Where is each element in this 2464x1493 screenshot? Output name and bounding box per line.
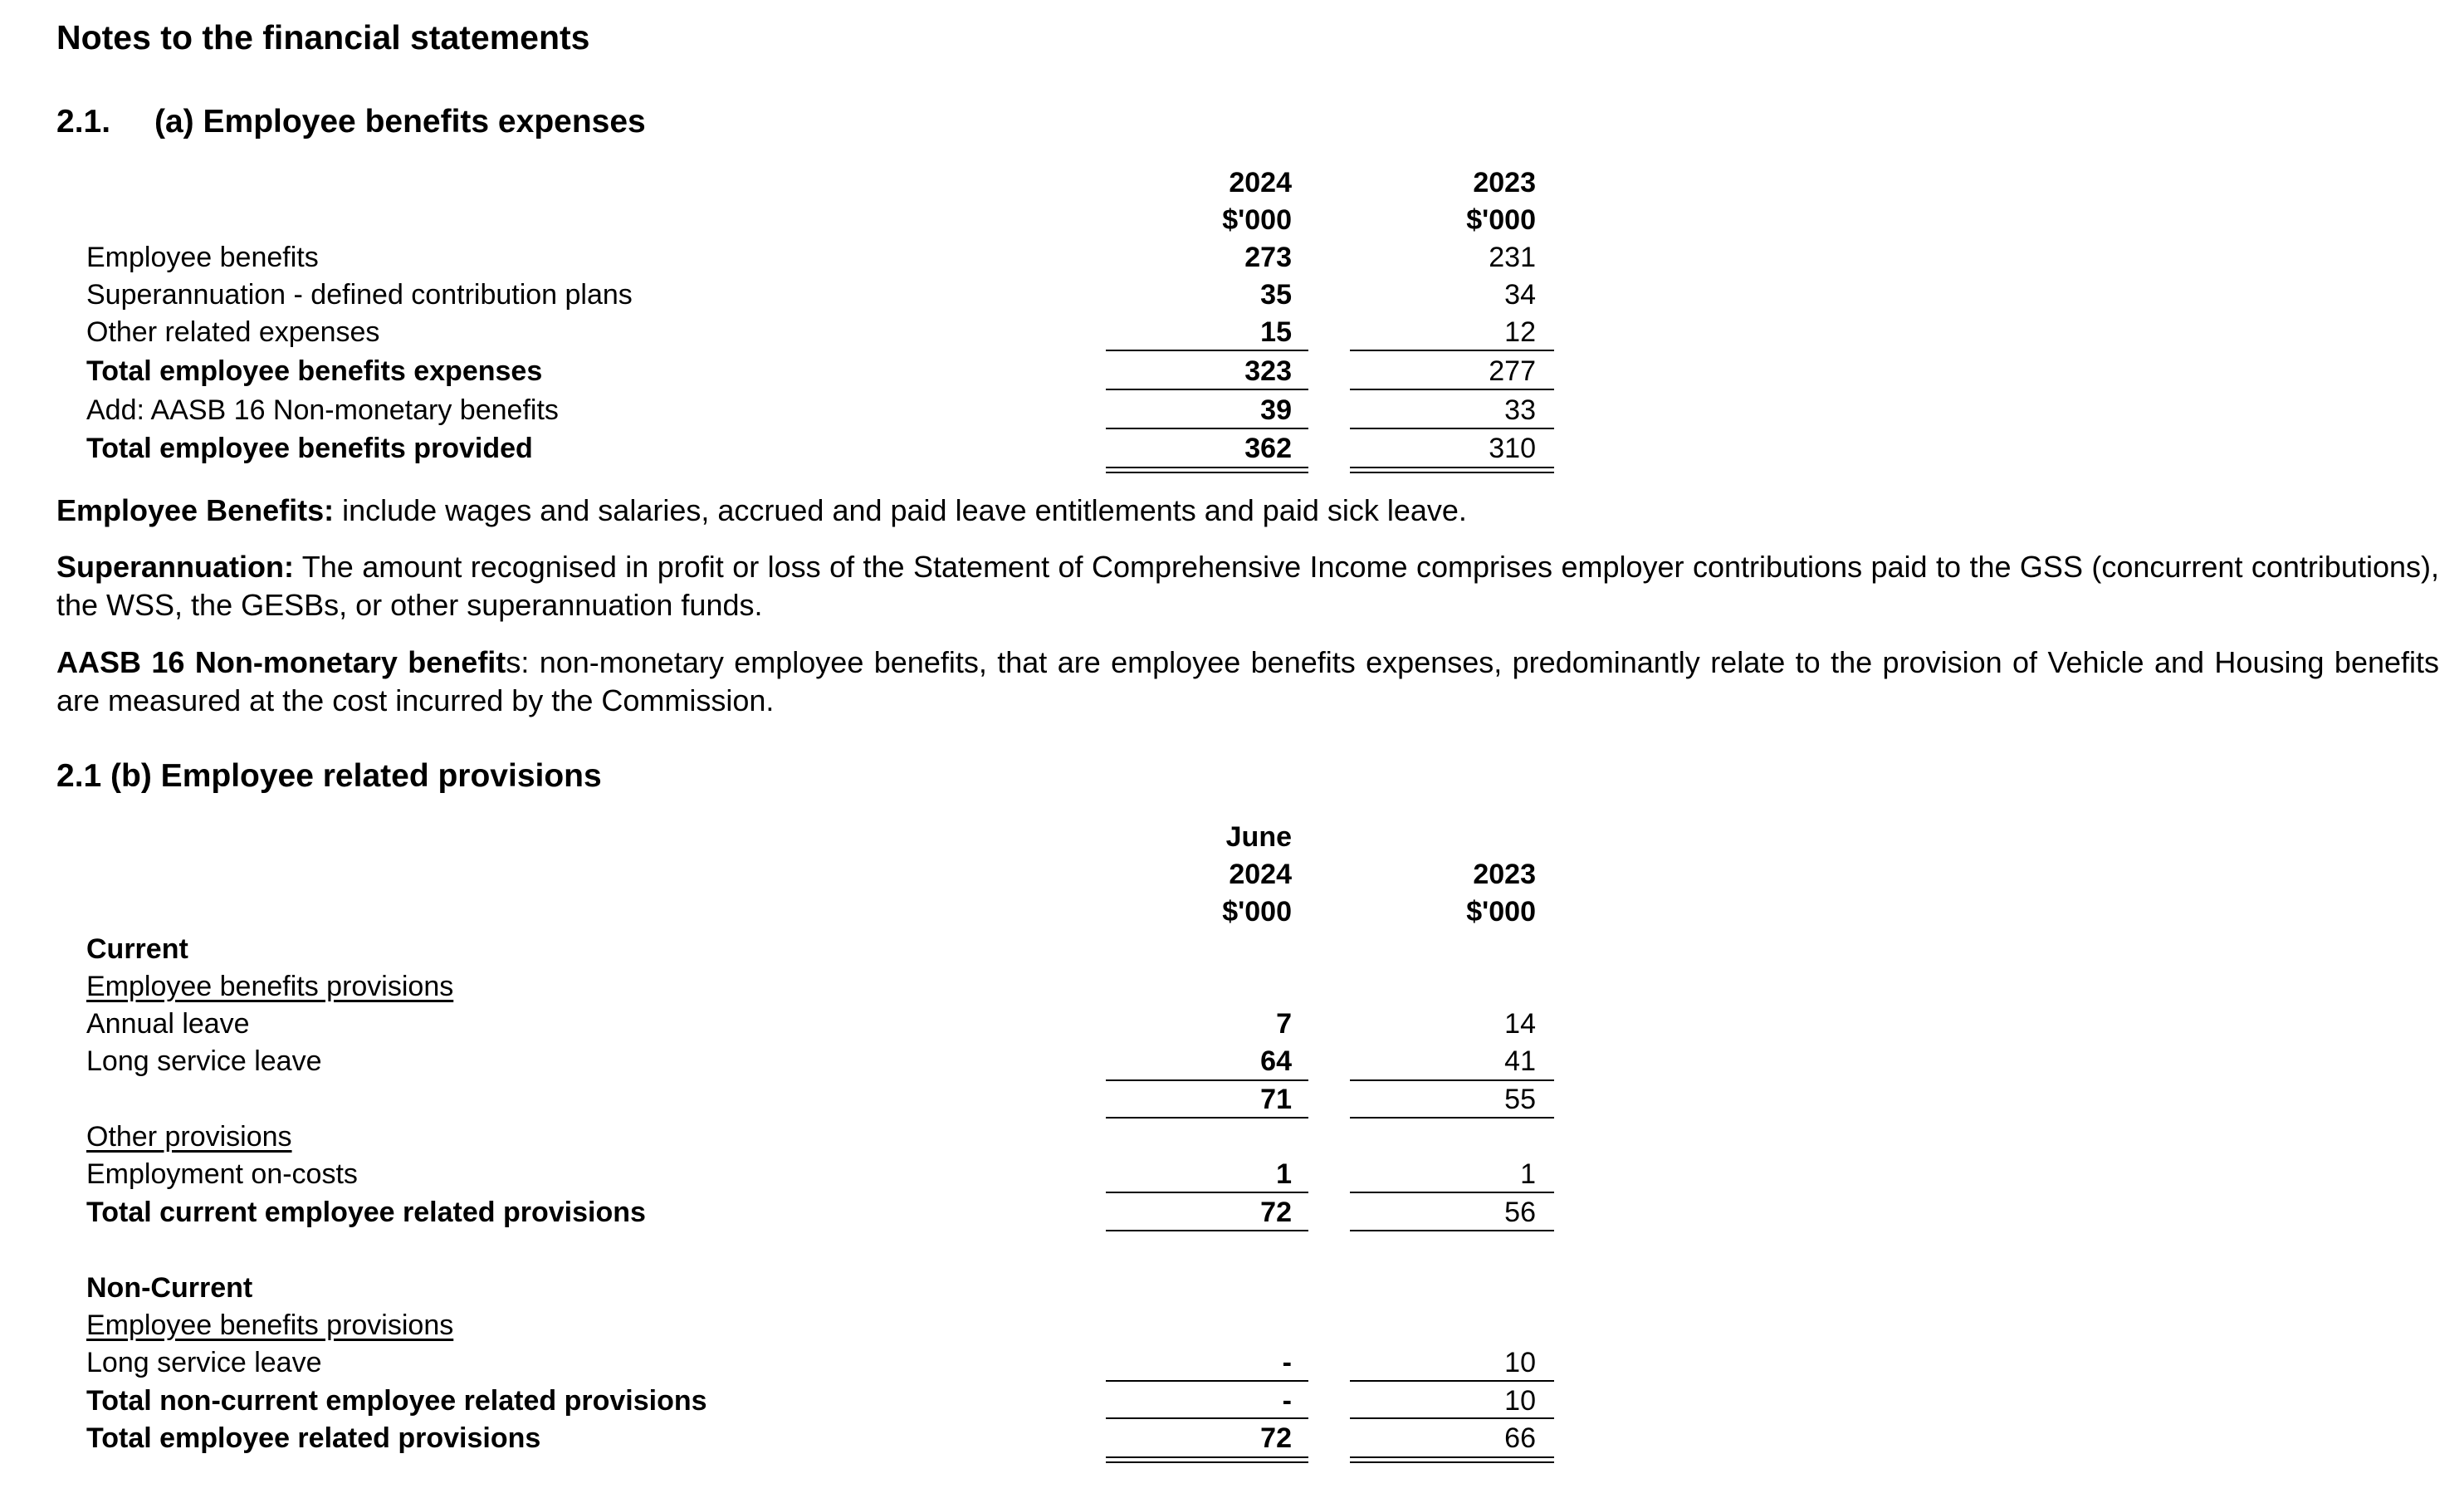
table-row [0,1344,2464,1382]
section-b-month-header [0,819,2464,856]
value-2023: 14 [1504,1008,1536,1040]
subheading-row [0,1119,2464,1156]
current-heading: Current [86,933,188,965]
note-lead: AASB 16 Non-monetary benefit [56,645,506,679]
value-2024: 1 [1276,1158,1292,1190]
value-2023: 310 [1489,433,1536,464]
value-2023: 33 [1504,394,1536,426]
col-2023-year: 2023 [1473,859,1536,890]
employee-benefits-provisions-heading: Employee benefits provisions [86,971,454,1002]
value-2024: 72 [1260,1197,1292,1228]
col-2023-unit: $'000 [1466,896,1536,928]
table-row [0,1006,2464,1043]
current-heading-row [0,931,2464,968]
value-2024: 72 [1260,1422,1292,1454]
section-b-year-header [0,856,2464,893]
value-2023: 231 [1489,242,1536,273]
row-label: Superannuation - defined contribution plans [86,279,633,311]
value-2024: 7 [1276,1008,1292,1040]
section-b-unit-header [0,893,2464,931]
non-current-heading-row [0,1270,2464,1307]
value-2023: 10 [1504,1347,1536,1378]
value-2023: 34 [1504,279,1536,311]
row-label: Long service leave [86,1045,322,1077]
section-a-heading: (a) Employee benefits expenses [154,104,646,140]
double-rule [1106,1461,1308,1463]
table-row [0,1043,2464,1080]
row-label: Add: AASB 16 Non-monetary benefits [86,394,559,426]
table-row-total [0,1194,2464,1231]
row-label: Employee benefits [86,242,319,273]
value-2024: 39 [1260,394,1292,426]
double-rule [1350,1461,1554,1463]
double-rule [1106,1456,1308,1458]
note-text: include wages and salaries, accrued and paid leave entitlements and paid sick leave. [334,493,1467,527]
subheading-row [0,1307,2464,1344]
col-2024-unit: $'000 [1222,204,1292,236]
table-row-grand-total [0,1420,2464,1457]
note-text: The amount recognised in profit or loss of the Statement of Comprehensive Income comprises employer contributions paid to the GSS (concurrent contributions), the WSS, the GESBs, or other superannuation funds. [56,550,2439,622]
non-current-heading: Non-Current [86,1272,253,1304]
col-2024-unit: $'000 [1222,896,1292,928]
section-b-heading: 2.1 (b) Employee related provisions [56,758,602,794]
rule [1350,1192,1554,1193]
section-a-number: 2.1. [56,104,111,140]
row-label: Long service leave [86,1347,322,1378]
value-2023: 1 [1520,1158,1536,1190]
row-label: Total employee benefits provided [86,433,533,464]
rule [1106,389,1308,390]
col-2023-year: 2023 [1473,167,1536,198]
value-2024: - [1282,1385,1292,1417]
rule [1106,1192,1308,1193]
value-2024: 323 [1244,355,1292,387]
row-label: Other related expenses [86,316,380,348]
row-label: Total non-current employee related provisions [86,1385,707,1417]
table-row-total [0,430,2464,467]
col-2024-year: 2024 [1229,167,1292,198]
subheading-row [0,968,2464,1006]
value-2024: 35 [1260,279,1292,311]
section-a-year-header [0,164,2464,202]
employee-benefits-provisions-heading: Employee benefits provisions [86,1309,454,1341]
rule [1350,389,1554,390]
row-label: Employment on-costs [86,1158,358,1190]
value-2023: 55 [1504,1084,1536,1115]
row-label: Annual leave [86,1008,250,1040]
note-employee-benefits [56,492,2439,530]
rule [1106,1380,1308,1382]
value-2024: 273 [1244,242,1292,273]
double-rule [1106,467,1308,468]
col-june: June [1225,821,1292,853]
note-lead: Superannuation: [56,550,294,584]
col-2023-unit: $'000 [1466,204,1536,236]
rule [1106,428,1308,429]
rule [1106,1230,1308,1231]
value-2023: 41 [1504,1045,1536,1077]
double-rule [1350,472,1554,473]
rule [1350,1230,1554,1231]
table-row [0,277,2464,314]
value-2023: 66 [1504,1422,1536,1454]
value-2024: 15 [1260,316,1292,348]
section-a-unit-header [0,202,2464,239]
rule [1350,1380,1554,1382]
col-2024-year: 2024 [1229,859,1292,890]
table-row [0,392,2464,429]
double-rule [1350,1456,1554,1458]
value-2023: 12 [1504,316,1536,348]
value-2024: 71 [1260,1084,1292,1115]
note-aasb16 [56,644,2439,720]
row-label: Total employee benefits expenses [86,355,543,387]
row-label: Total employee related provisions [86,1422,541,1454]
value-2024: - [1282,1347,1292,1378]
value-2023: 277 [1489,355,1536,387]
value-2023: 56 [1504,1197,1536,1228]
table-row-total [0,1383,2464,1420]
rule [1106,350,1308,351]
rule [1350,1417,1554,1419]
value-2023: 10 [1504,1385,1536,1417]
rule [1350,428,1554,429]
page-title: Notes to the financial statements [56,18,590,56]
table-row-subtotal [0,1081,2464,1119]
rule [1350,350,1554,351]
table-row [0,239,2464,277]
table-row-total [0,353,2464,390]
double-rule [1350,467,1554,468]
note-lead: Employee Benefits: [56,493,335,527]
value-2024: 362 [1244,433,1292,464]
rule [1106,1417,1308,1419]
note-text: s: non-monetary employee benefits, that are employee benefits expenses, predominantly relate to the provision of Vehicle and Housing benefits are measured at the cost incurred by the Commission. [56,645,2440,717]
table-row [0,314,2464,351]
value-2024: 64 [1260,1045,1292,1077]
table-row [0,1156,2464,1193]
row-label: Total current employee related provisions [86,1197,646,1228]
other-provisions-heading: Other provisions [86,1121,292,1153]
note-superannuation [56,548,2439,624]
double-rule [1106,472,1308,473]
